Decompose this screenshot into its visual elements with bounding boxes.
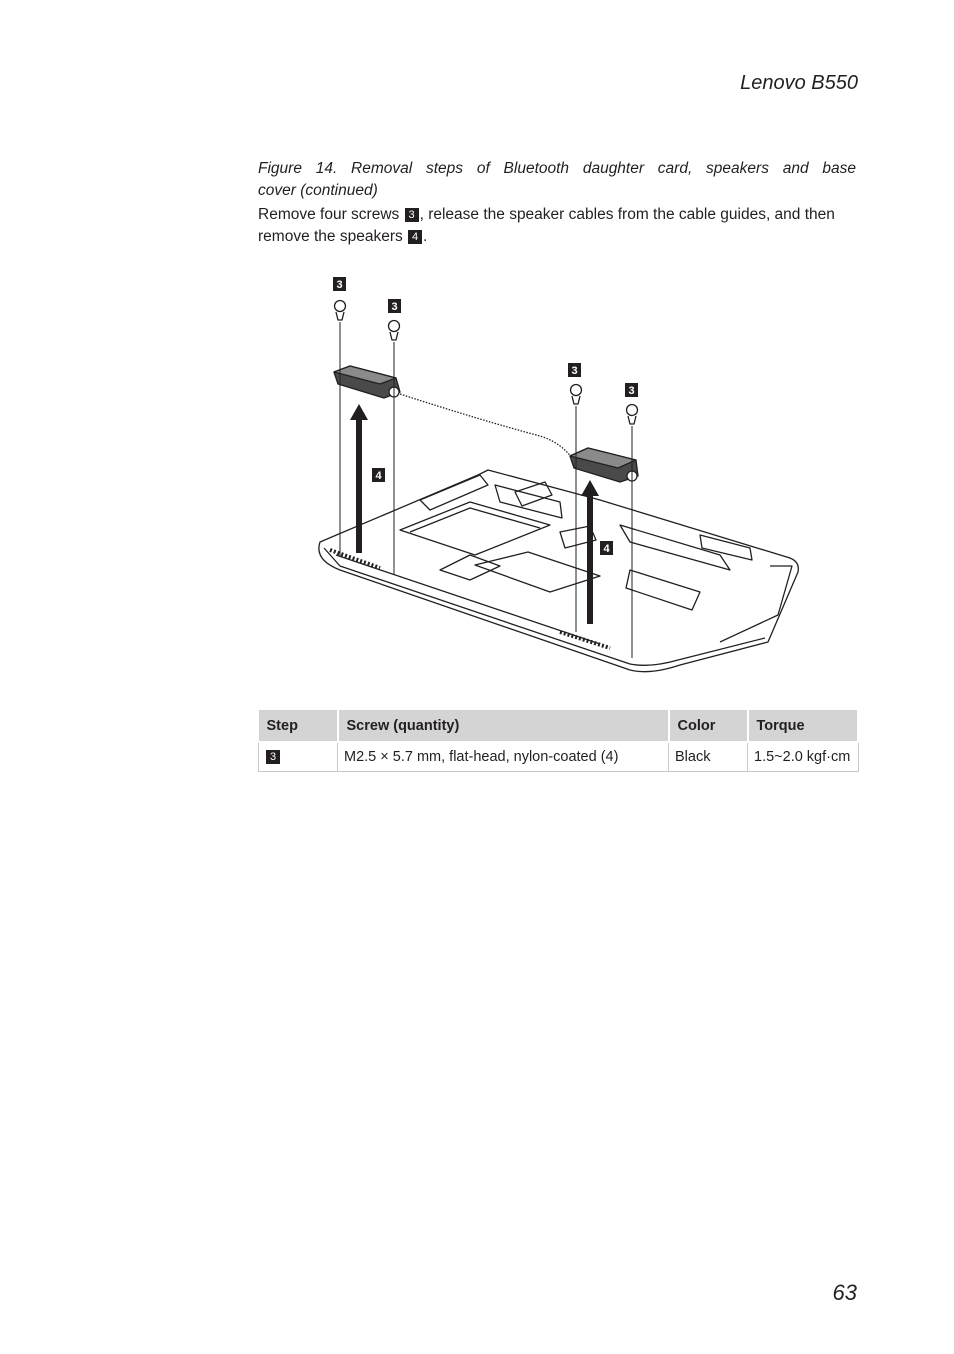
step-badge-speakers: 4 (408, 230, 422, 244)
col-header-torque: Torque (748, 710, 859, 742)
caption-line-1: Figure 14. Removal steps of Bluetooth daughter card, speakers and base (258, 160, 856, 177)
cell-color: Black (669, 742, 748, 772)
col-header-screw: Screw (quantity) (338, 710, 669, 742)
step-badge: 3 (266, 750, 280, 764)
figure-caption (258, 158, 856, 202)
col-header-step: Step (259, 710, 338, 742)
screw-spec-table (258, 710, 859, 772)
right-speaker (570, 448, 638, 482)
callout-speaker-2: 4 (603, 543, 610, 555)
col-header-color: Color (669, 710, 748, 742)
screw-icons (335, 301, 638, 425)
cell-screw: M2.5 × 5.7 mm, flat-head, nylon-coated (4) (338, 742, 669, 772)
callout-screw-4: 3 (628, 385, 635, 397)
callout-speaker-1: 4 (375, 470, 382, 482)
callout-screw-1: 3 (336, 279, 343, 291)
step-badge-screws: 3 (405, 208, 419, 222)
table-row (259, 742, 859, 772)
instructions-text-2: , release the speaker cables from the cable guides, and then remove the speakers (258, 206, 835, 245)
caption-line-2: cover (continued) (258, 182, 378, 199)
speaker-cable (400, 394, 572, 458)
cell-step (259, 742, 338, 772)
page-number: 63 (832, 1280, 857, 1305)
header-title: Lenovo B550 (740, 72, 858, 94)
left-speaker (334, 366, 400, 398)
callout-screw-2: 3 (391, 301, 398, 313)
instructions-text-3: . (423, 228, 428, 245)
instructions-text-1: Remove four screws (258, 206, 404, 223)
table-header-row (259, 710, 859, 742)
cell-torque: 1.5~2.0 kgf·cm (748, 742, 859, 772)
base-cover-illustration (319, 470, 798, 672)
callout-screw-3: 3 (571, 365, 578, 377)
speaker-removal-figure (300, 270, 820, 690)
instructions-paragraph (258, 204, 858, 248)
